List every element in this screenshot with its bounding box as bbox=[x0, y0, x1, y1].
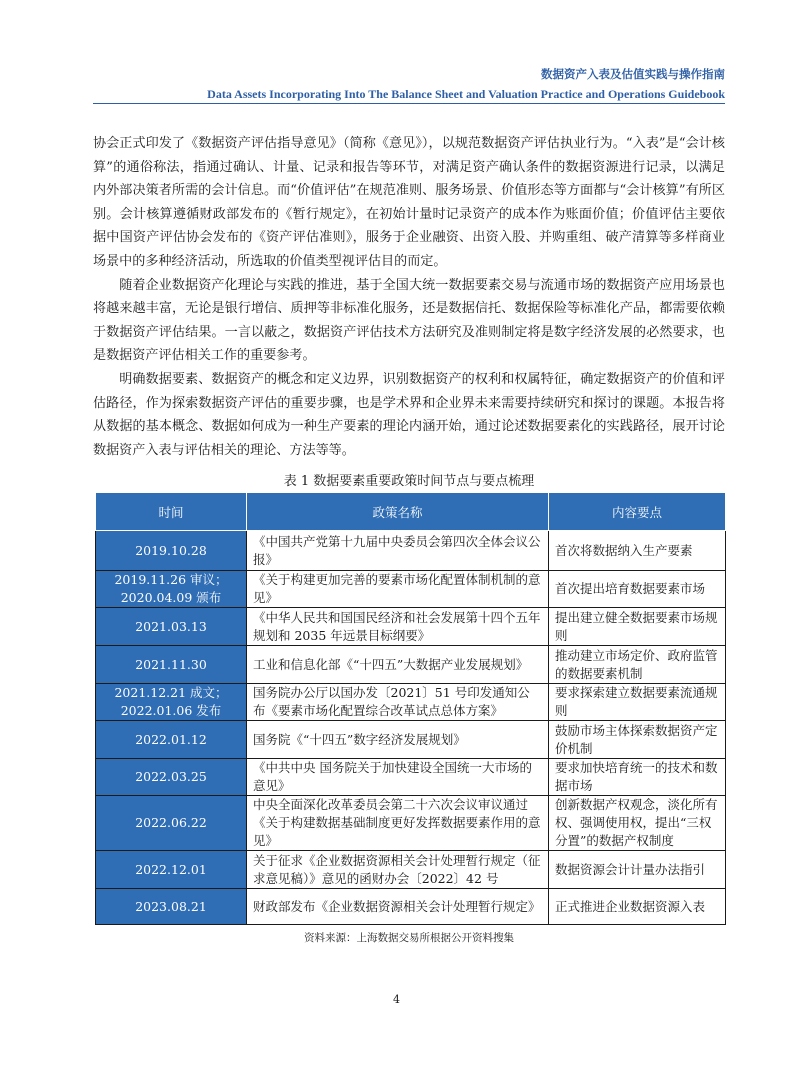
row-policy: 中央全面深化改革委员会第二十六次会议审议通过《关于构建数据基础制度更好发挥数据要素作用的意见》 bbox=[247, 796, 549, 851]
row-point: 首次将数据纳入生产要素 bbox=[549, 531, 726, 571]
header-title-zh: 数据资产入表及估值实践与操作指南 bbox=[541, 67, 725, 81]
row-date: 2022.12.01 bbox=[96, 851, 247, 889]
row-date: 2022.06.22 bbox=[96, 796, 247, 851]
header-policy: 政策名称 bbox=[247, 493, 549, 531]
row-policy: 国务院办公厅以国办发〔2021〕51 号印发通知公布《要素市场化配置综合改革试点总体方案》 bbox=[247, 684, 549, 721]
row-point: 要求探索建立数据要素流通规则 bbox=[549, 684, 726, 721]
row-policy: 工业和信息化部《“十四五”大数据产业发展规划》 bbox=[247, 646, 549, 684]
row-policy: 财政部发布《企业数据资源相关会计处理暂行规定》 bbox=[247, 889, 549, 925]
table-row bbox=[96, 684, 726, 721]
row-policy: 国务院《“十四五”数字经济发展规划》 bbox=[247, 721, 549, 759]
row-date: 2019.11.26 审议；2020.04.09 颁布 bbox=[96, 571, 247, 608]
row-policy: 《中国共产党第十九届中央委员会第四次全体会议公报》 bbox=[247, 531, 549, 571]
body-text bbox=[93, 132, 725, 462]
row-point: 创新数据产权观念，淡化所有权、强调使用权，提出“三权分置”的数据产权制度 bbox=[549, 796, 726, 851]
row-date: 2021.03.13 bbox=[96, 608, 247, 646]
row-date: 2019.10.28 bbox=[96, 531, 247, 571]
row-point: 数据资源会计计量办法指引 bbox=[549, 851, 726, 889]
header-divider bbox=[93, 103, 725, 104]
table-row bbox=[96, 571, 726, 608]
header-title-en: Data Assets Incorporating Into The Balance Sheet and Valuation Practice and Operations Guidebook bbox=[207, 87, 725, 101]
row-policy: 《关于构建更加完善的要素市场化配置体制机制的意见》 bbox=[247, 571, 549, 608]
table-row bbox=[96, 851, 726, 889]
page-number: 4 bbox=[393, 993, 400, 1006]
row-date: 2022.01.12 bbox=[96, 721, 247, 759]
page-header bbox=[93, 66, 725, 103]
row-date: 2022.03.25 bbox=[96, 759, 247, 796]
table-header-row bbox=[96, 493, 726, 531]
table-caption: 表 1 数据要素重要政策时间节点与要点梳理 bbox=[283, 474, 535, 489]
row-date: 2023.08.21 bbox=[96, 889, 247, 925]
row-point: 要求加快培育统一的技术和数据市场 bbox=[549, 759, 726, 796]
table-row bbox=[96, 796, 726, 851]
header-date: 时间 bbox=[96, 493, 247, 531]
row-point: 正式推进企业数据资源入表 bbox=[549, 889, 726, 925]
row-policy: 《中华人民共和国国民经济和社会发展第十四个五年规划和 2035 年远景目标纲要》 bbox=[247, 608, 549, 646]
table-row bbox=[96, 759, 726, 796]
row-date: 2021.11.30 bbox=[96, 646, 247, 684]
policy-table bbox=[95, 492, 726, 925]
row-point: 鼓励市场主体探索数据资产定价机制 bbox=[549, 721, 726, 759]
paragraph-1: 协会正式印发了《数据资产评估指导意见》（简称《意见》），以规范数据资产评估执业行为。“入表”是“会计核算”的通俗称法，指通过确认、计量、记录和报告等环节，对满足资产确认条件的数据资源进行记录，以满足内外部决策者所需的会计信息。而“价值评估”在规范准则、服务场景、价值形态等方面都与“会计核算”有所区别。会计核算遵循财政部发布的《暂行规定》，在初始计量时记录资产的成本作为账面价值；价值评估主要依据中国资产评估协会发布的《资产评估准则》，服务于企业融资、出资入股、并购重组、破产清算等多样商业场景中的多种经济活动，所选取的价值类型视评估目的而定。 bbox=[93, 136, 725, 269]
row-date: 2021.12.21 成文；2022.01.06 发布 bbox=[96, 684, 247, 721]
table-source: 资料来源：上海数据交易所根据公开资料搜集 bbox=[304, 932, 514, 944]
table-row bbox=[96, 646, 726, 684]
row-point: 提出建立健全数据要素市场规则 bbox=[549, 608, 726, 646]
paragraph-3: 明确数据要素、数据资产的概念和定义边界，识别数据资产的权利和权属特征，确定数据资产的价值和评估路径，作为探索数据资产评估的重要步骤，也是学术界和企业界未来需要持续研究和探讨的课题。本报告将从数据的基本概念、数据如何成为一种生产要素的理论内涵开始，通过论述数据要素化的实践路径，展开讨论数据资产入表与评估相关的理论、方法等等。 bbox=[93, 371, 725, 458]
row-point: 首次提出培育数据要素市场 bbox=[549, 571, 726, 608]
table-row bbox=[96, 721, 726, 759]
table-row bbox=[96, 889, 726, 925]
row-point: 推动建立市场定价、政府监管的数据要素机制 bbox=[549, 646, 726, 684]
header-point: 内容要点 bbox=[549, 493, 726, 531]
table-row bbox=[96, 608, 726, 646]
table-row bbox=[96, 531, 726, 571]
paragraph-2: 随着企业数据资产化理论与实践的推进，基于全国大统一数据要素交易与流通市场的数据资产应用场景也将越来越丰富，无论是银行增信、质押等非标准化服务，还是数据信托、数据保险等标准化产品，都需要依赖于数据资产评估结果。一言以蔽之，数据资产评估技术方法研究及准则制定将是数字经济发展的必然要求，也是数据资产评估相关工作的重要参考。 bbox=[93, 277, 725, 364]
row-policy: 关于征求《企业数据资源相关会计处理暂行规定（征求意见稿）》意见的函财办会〔2022〕42 号 bbox=[247, 851, 549, 889]
row-policy: 《中共中央 国务院关于加快建设全国统一大市场的意见》 bbox=[247, 759, 549, 796]
